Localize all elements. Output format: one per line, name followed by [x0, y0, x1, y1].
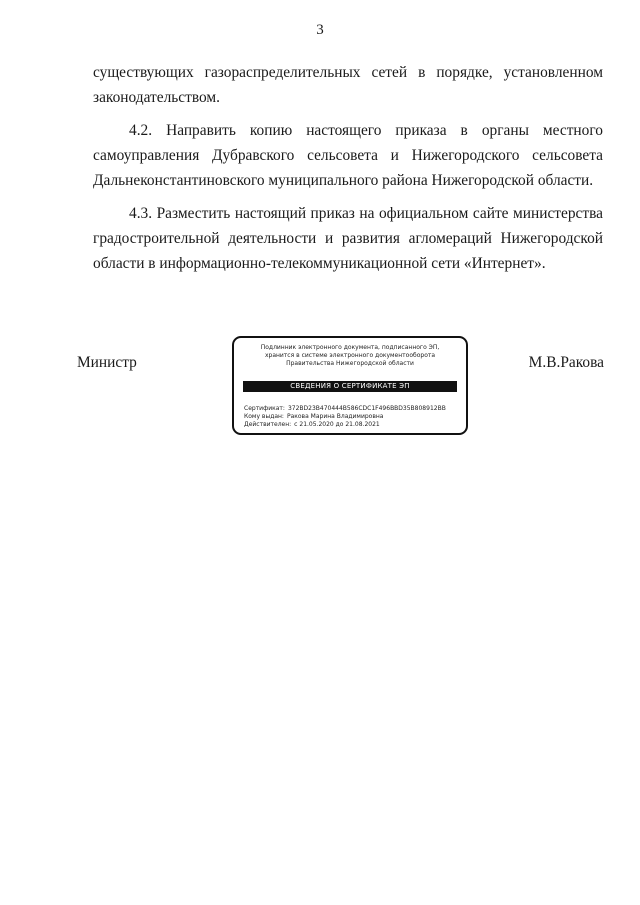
certificate-row — [244, 405, 460, 413]
certificate-label: Сертификат: — [244, 405, 285, 412]
stamp-details — [244, 405, 460, 429]
validity-label: Действителен: — [244, 421, 292, 428]
issued-to-label: Кому выдан: — [244, 413, 284, 420]
electronic-signature-stamp — [232, 336, 468, 435]
stamp-header — [234, 344, 466, 368]
validity-value: с 21.05.2020 до 21.08.2021 — [294, 421, 380, 428]
paragraph-4-2: 4.2. Направить копию настоящего приказа в органы местного самоуправления Дубравского сельсовета и Нижегородского сельсовета Дальнеконстантиновского муниципального района Нижегородской области. — [93, 122, 603, 189]
stamp-header-line: Подлинник электронного документа, подписанного ЭП, — [260, 344, 440, 351]
page-number: 3 — [316, 22, 324, 38]
issued-to-row — [244, 413, 460, 421]
signer-position: Министр — [77, 354, 137, 371]
stamp-title-bar: СВЕДЕНИЯ О СЕРТИФИКАТЕ ЭП — [243, 381, 457, 392]
paragraph-continuation: существующих газораспределительных сетей в порядке, установленном законодательством. — [93, 64, 603, 106]
signer-name: М.В.Ракова — [528, 354, 604, 371]
document-body — [93, 60, 603, 284]
stamp-header-line: Правительства Нижегородской области — [286, 360, 414, 367]
stamp-header-line: хранится в системе электронного документооборота — [264, 352, 436, 359]
certificate-value: 372BD23B470444B586CDC1F496BBD35B808912BB — [287, 405, 446, 412]
paragraph-4-3: 4.3. Разместить настоящий приказ на официальном сайте министерства градостроительной деятельности и развития агломераций Нижегородской области в информационно-телекоммуникационной сети «Интернет». — [93, 205, 603, 272]
issued-to-value: Ракова Марина Владимировна — [286, 413, 384, 420]
validity-row — [244, 421, 460, 429]
